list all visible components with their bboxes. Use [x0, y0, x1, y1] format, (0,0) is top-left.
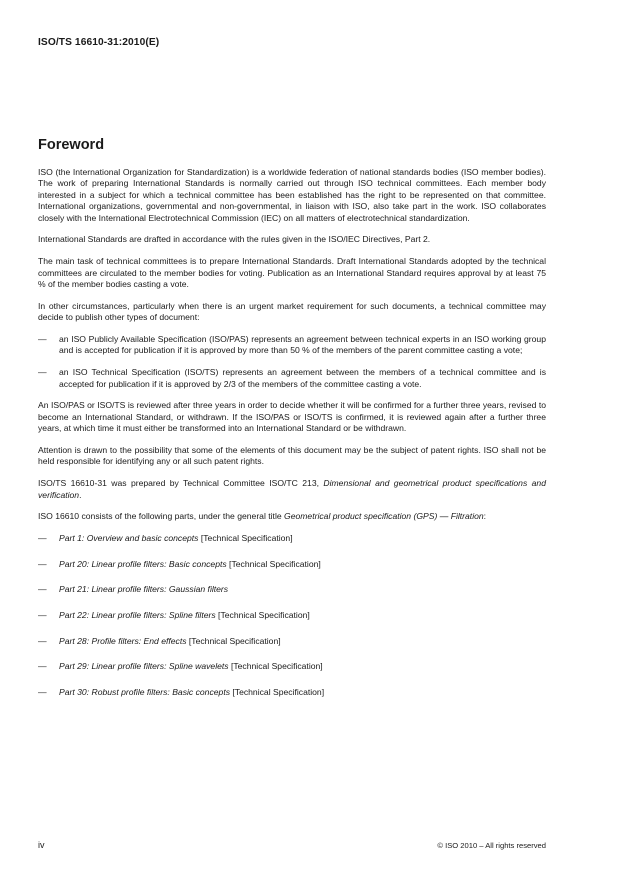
paragraph-parts-intro — [38, 511, 546, 522]
part-title: Part 21: Linear profile filters: Gaussian filters — [59, 584, 229, 595]
part-note: [Technical Specification] — [228, 661, 323, 672]
parts-intro-text: ISO 16610 consists of the following parts, under the general title — [38, 511, 285, 522]
paragraph-patent: Attention is drawn to the possibility that some of the elements of this document may be the subject of patent rights. ISO shall not be held responsible for identifying any or all such patent rights. — [38, 445, 546, 467]
dash-marker: — — [38, 584, 47, 595]
part-note: [Technical Specification] — [186, 635, 281, 646]
dash-marker: — — [38, 661, 47, 672]
parts-list — [38, 533, 546, 712]
paragraph-review: An ISO/PAS or ISO/TS is reviewed after three years in order to decide whether it will be confirmed for a further three years, revised to become an International Standard, or withdrawn. If the ISO/PAS or ISO/TS is confirmed, it is reviewed again after a further three years, at which time it must either be transformed into an International Standard or be withdrawn. — [38, 400, 546, 434]
part-note: [Technical Specification] — [215, 610, 310, 621]
general-title: Geometrical product specification (GPS) — Filtration — [284, 511, 484, 522]
dash-marker: — — [38, 533, 47, 544]
dash-marker: — — [38, 635, 47, 646]
dash-marker: — — [38, 367, 47, 378]
dash-marker: — — [38, 558, 47, 569]
committee-title: Dimensional and geometrical product specifications and verification — [38, 478, 546, 500]
list-item-text: an ISO Publicly Available Specification (ISO/PAS) represents an agreement between technical experts in an ISO working group and is accepted for publication if it is approved by more than 50 % of the members of the parent committee casting a vote; — [59, 334, 546, 356]
dash-marker: — — [38, 610, 47, 621]
part-note: [Technical Specification] — [198, 533, 293, 544]
part-item — [38, 687, 546, 713]
parts-intro-end: : — [483, 511, 487, 522]
prepared-by-end: . — [79, 489, 82, 500]
part-item — [38, 610, 546, 636]
list-item-text: an ISO Technical Specification (ISO/TS) represents an agreement between the members of a technical committee and is accepted for publication if it is approved by 2/3 of the members of the committee casting a vote. — [59, 367, 546, 389]
dash-marker: — — [38, 686, 47, 697]
part-title: Part 20: Linear profile filters: Basic concepts — [59, 558, 227, 569]
part-item — [38, 584, 546, 610]
dash-marker: — — [38, 334, 47, 345]
foreword-body — [38, 167, 546, 712]
paragraph-prepared-by — [38, 478, 546, 501]
paragraph-other-circumstances: In other circumstances, particularly when there is an urgent market requirement for such documents, a technical committee may decide to publish other types of document: — [38, 300, 546, 323]
foreword-heading: Foreword — [38, 137, 105, 153]
part-item — [38, 636, 546, 662]
part-item — [38, 559, 546, 585]
part-note: [Technical Specification] — [226, 558, 321, 569]
part-title: Part 1: Overview and basic concepts — [59, 533, 199, 544]
paragraph-main-task: The main task of technical committees is to prepare International Standards. Draft International Standards adopted by the technical committees are circulated to the member bodies for voting. Publication as an International Standard requires approval by at least 75 % of the member bodies casting a vote. — [38, 256, 546, 290]
part-title: Part 28: Profile filters: End effects — [59, 635, 187, 646]
page-number: iv — [38, 840, 45, 850]
list-item — [38, 334, 546, 357]
part-title: Part 29: Linear profile filters: Spline wavelets — [59, 661, 229, 672]
list-item — [38, 367, 546, 390]
part-item — [38, 533, 546, 559]
paragraph-directives: International Standards are drafted in accordance with the rules given in the ISO/IEC Directives, Part 2. — [38, 234, 431, 245]
document-identifier: ISO/TS 16610-31:2010(E) — [38, 37, 160, 48]
prepared-by-text: ISO/TS 16610-31 was prepared by Technical Committee ISO/TC 213, — [38, 478, 324, 489]
part-title: Part 22: Linear profile filters: Spline filters — [59, 610, 216, 621]
part-title: Part 30: Robust profile filters: Basic concepts — [59, 686, 230, 697]
copyright-notice: © ISO 2010 – All rights reserved — [437, 841, 546, 850]
part-note: [Technical Specification] — [230, 686, 325, 697]
paragraph-iso-intro: ISO (the International Organization for Standardization) is a worldwide federation of national standards bodies (ISO member bodies). The work of preparing International Standards is normally carried out through ISO technical committees. Each member body interested in a subject for which a technical committee has been established has the right to be represented on that committee. International organizations, governmental and non-governmental, in liaison with ISO, also take part in the work. ISO collaborates closely with the International Electrotechnical Commission (IEC) on all matters of electrotechnical standardization. — [38, 167, 546, 223]
part-item — [38, 661, 546, 687]
